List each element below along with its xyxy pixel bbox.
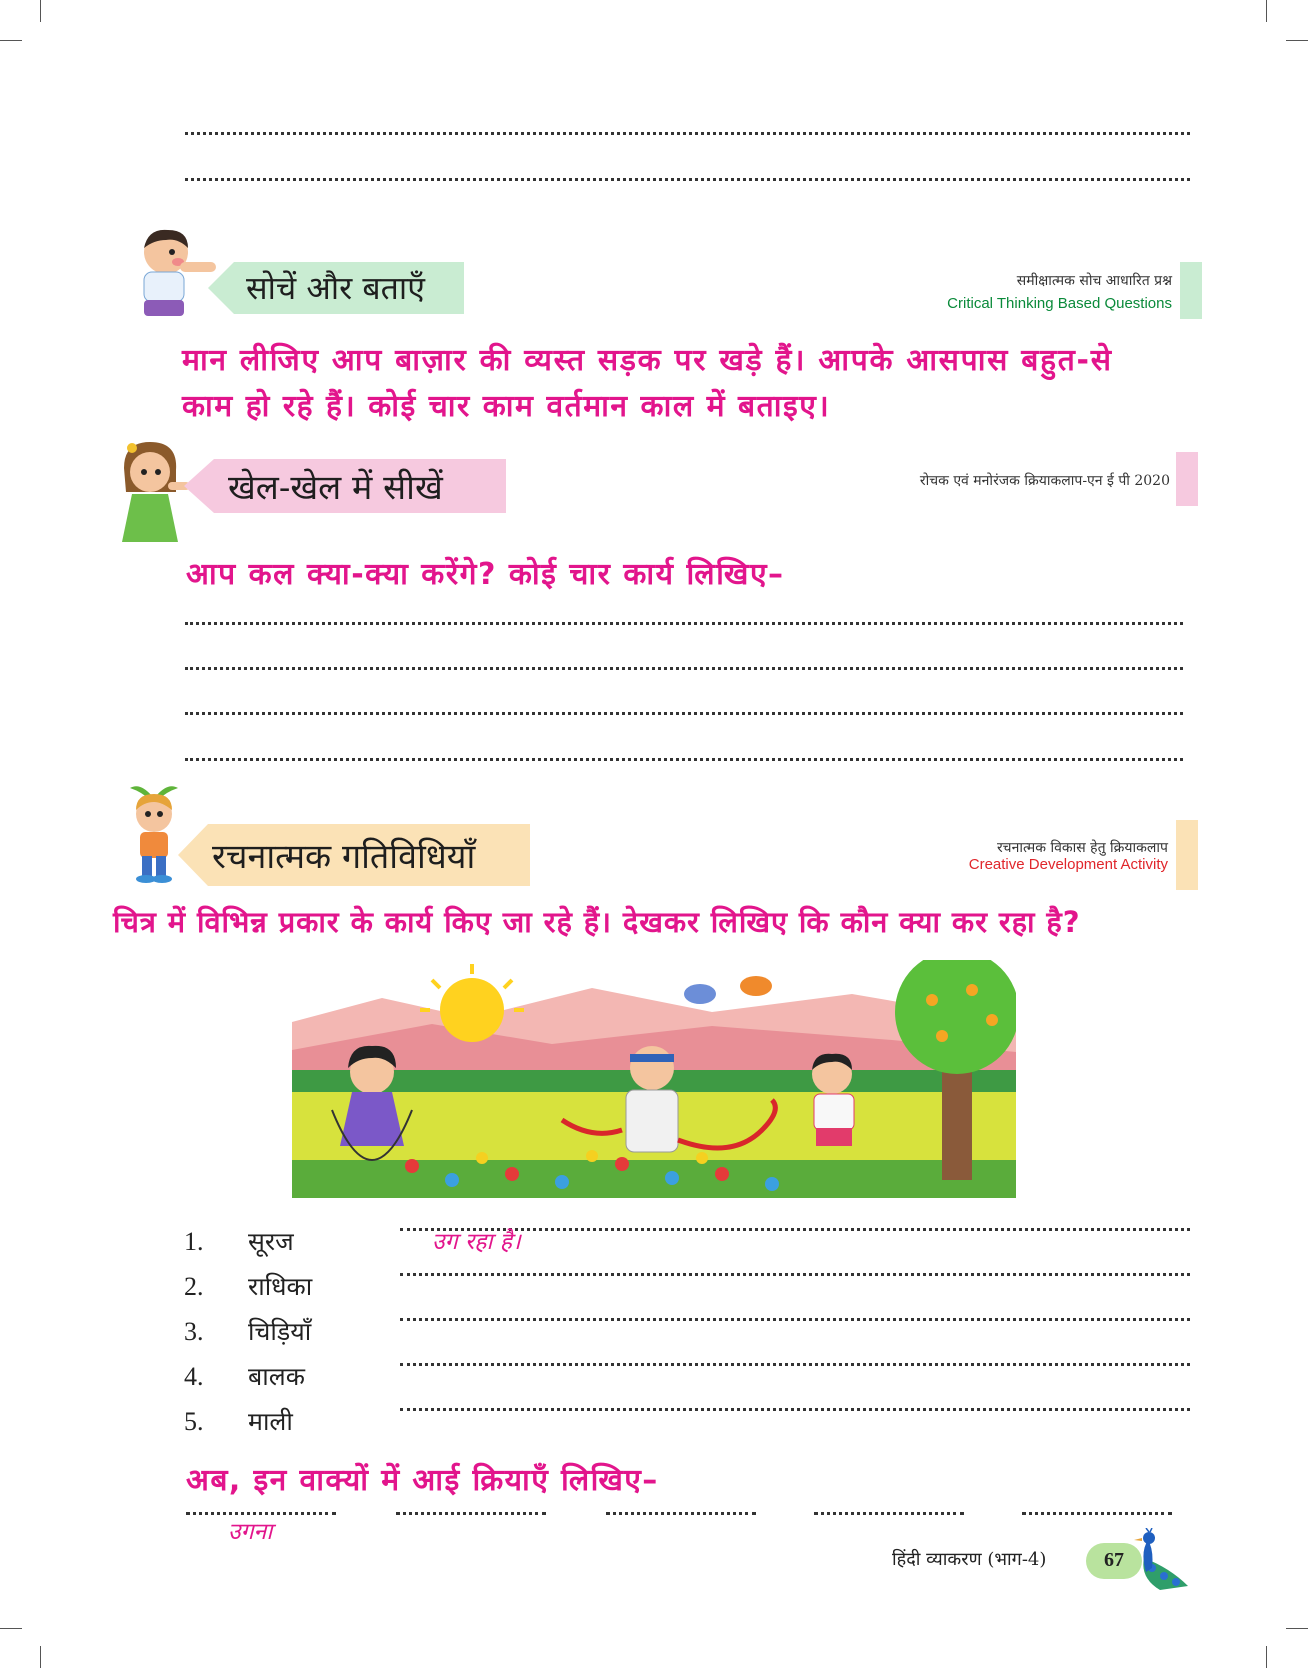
crop-mark	[1266, 0, 1267, 22]
tag-hindi: रचनात्मक विकास हेतु क्रियाकलाप	[996, 840, 1168, 856]
answer-line[interactable]	[185, 758, 1183, 761]
verb-answer-line[interactable]	[1022, 1512, 1172, 1515]
question-line: अब, इन वाक्यों में आई क्रियाएँ लिखिए–	[186, 1463, 659, 1498]
answer-line[interactable]	[400, 1273, 1190, 1276]
boy-mascot-icon	[118, 222, 218, 322]
crop-mark	[0, 1628, 22, 1629]
book-title: हिंदी व्याकरण (भाग-4)	[892, 1549, 1047, 1570]
banner-title: रचनात्मक गतिविधियाँ	[212, 837, 476, 877]
item-subject: बालक	[248, 1362, 305, 1391]
verb-answer-line[interactable]	[396, 1512, 546, 1515]
banner-title: खेल-खेल में सीखें	[228, 468, 443, 508]
tag-english: Critical Thinking Based Questions	[947, 295, 1172, 312]
tag-hindi: रोचक एवं मनोरंजक क्रियाकलाप-एन ई पी 2020	[919, 473, 1170, 489]
answer-line[interactable]	[185, 178, 1190, 181]
question-line: मान लीजिए आप बाज़ार की व्यस्त सड़क पर खड़े हैं। आपके आसपास बहुत-से	[182, 343, 1113, 378]
crop-mark	[1266, 1646, 1267, 1668]
garden-illustration	[292, 960, 1016, 1198]
item-number: 4.	[184, 1362, 204, 1391]
crop-mark	[40, 0, 41, 22]
answer-line[interactable]	[400, 1318, 1190, 1321]
banner-title: सोचें और बताएँ	[246, 269, 425, 307]
verb-answer-line[interactable]	[814, 1512, 964, 1515]
boy-running	[812, 1054, 854, 1146]
crop-mark	[1286, 1628, 1308, 1629]
answer-line[interactable]	[400, 1408, 1190, 1411]
item-number: 2.	[184, 1272, 204, 1301]
tag-english: Creative Development Activity	[968, 856, 1168, 873]
girl-mascot-icon	[112, 438, 192, 548]
answer-line[interactable]	[185, 132, 1190, 135]
tag-bar	[1176, 820, 1198, 890]
answer-line[interactable]	[185, 712, 1183, 715]
question-line: काम हो रहे हैं। कोई चार काम वर्तमान काल में बताइए।	[182, 389, 831, 424]
item-subject: राधिका	[248, 1272, 313, 1301]
handwritten-answer: उग रहा है।	[432, 1229, 521, 1255]
crop-mark	[40, 1646, 41, 1668]
answer-line[interactable]	[185, 622, 1183, 625]
item-subject: चिड़ियाँ	[248, 1317, 312, 1346]
item-number: 5.	[184, 1407, 204, 1436]
verb-answer-line[interactable]	[606, 1512, 756, 1515]
answer-line[interactable]	[185, 667, 1183, 670]
answer-line[interactable]	[400, 1363, 1190, 1366]
peacock-icon	[1130, 1528, 1190, 1592]
handwritten-answer: उगना	[228, 1519, 273, 1545]
item-number: 1.	[184, 1227, 204, 1256]
item-subject: सूरज	[248, 1227, 294, 1256]
item-number: 3.	[184, 1317, 204, 1346]
question-line: चित्र में विभिन्न प्रकार के कार्य किए जा रहे हैं। देखकर लिखिए कि कौन क्या कर रहा है?	[113, 905, 1081, 939]
tag-bar	[1176, 452, 1198, 506]
crop-mark	[0, 40, 22, 41]
question-line: आप कल क्या-क्या करेंगे? कोई चार कार्य लिखिए–	[186, 557, 785, 592]
tag-hindi: समीक्षात्मक सोच आधारित प्रश्न	[1016, 273, 1172, 289]
crop-mark	[1286, 40, 1308, 41]
tag-bar	[1180, 262, 1202, 319]
item-subject: माली	[248, 1407, 293, 1436]
page-number: 67	[1104, 1549, 1124, 1571]
